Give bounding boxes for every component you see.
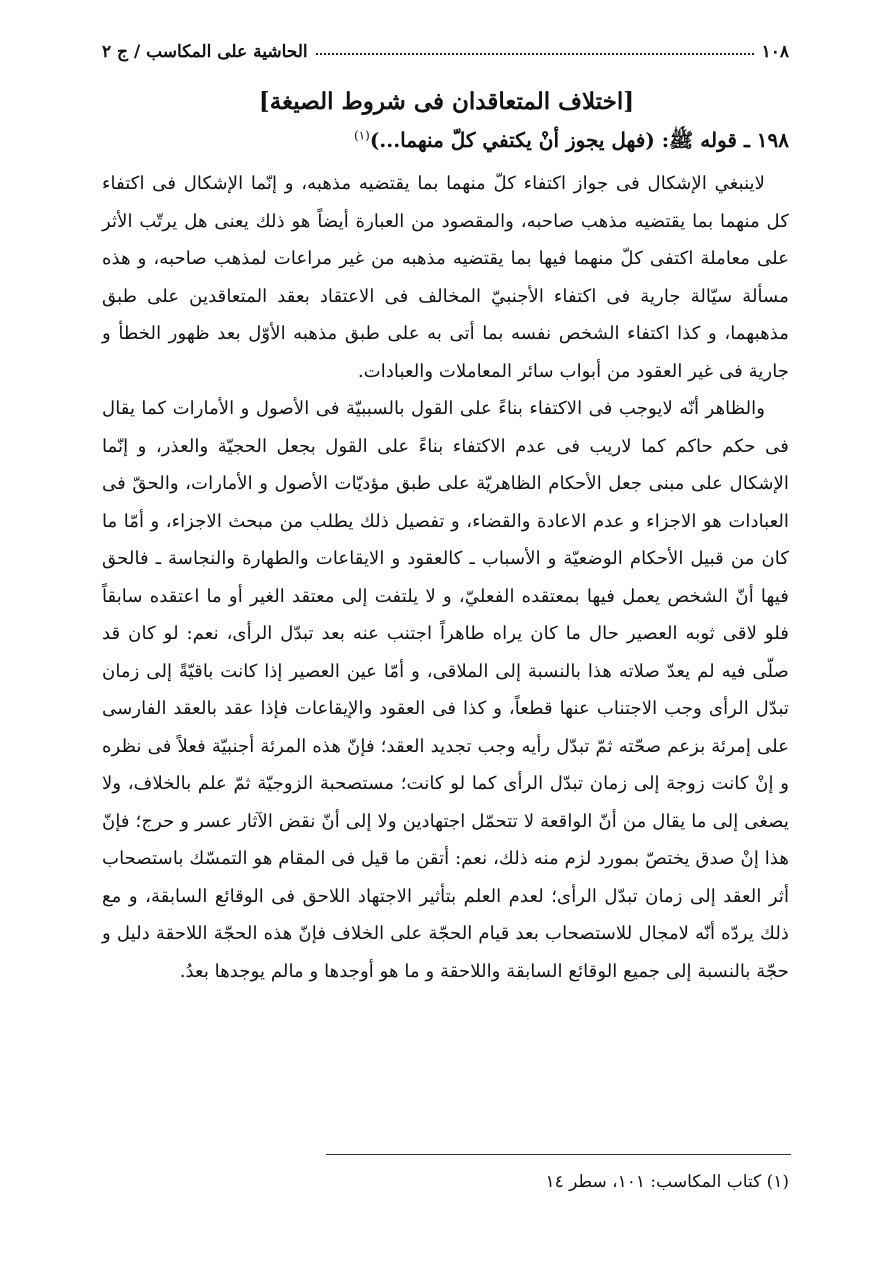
- running-title: الحاشية على المكاسب / ج ٢: [102, 42, 308, 62]
- paragraph: والظاهر أنّه لايوجب فى الاكتفاء بناءً على القول بالسببيّة فى الأصول و الأمارات كما يقال فى حكم حاكم كما لاريب فى عدم الاكتفاء بناءً على القول بجعل الحجيّة والعذر، و إنّما الإشكال على مبنى جعل الأحكام الظاهريّة على طبق مؤديّات الأصول و الأمارات، والحقّ فى العبادات هو الاجزاء و عدم الاعادة والقضاء، و تفصيل ذلك يطلب من مبحث الاجزاء، و أمّا ما كان من قبيل الأحكام الوضعيّة و الأسباب ـ كالعقود و الايقاعات والطهارة والنجاسة ـ فالحق فيها أنّ الشخص يعمل فيها بمعتقده الفعليّ، و لا يلتفت إلى معتقد الغير أو ما اعتقده سابقاً فلو لاقى ثوبه العصير حال ما كان يراه طاهراً اجتنب عنه بعد تبدّل الرأى، نعم: لو كان قد صلّى فيه لم يعدّ صلاته هذا بالنسبة إلى الملاقى، و أمّا عين العصير إذا كانت باقيّةً إلى زمان تبدّل الرأى وجب الاجتناب عنها قطعاً، و كذا فى العقود والإيقاعات فإذا عقد بالعقد الفارسى على إمرئة بزعم صحّته ثمّ تبدّل رأيه وجب تجديد العقد؛ فإنّ هذه المرئة أجنبيّة فعلاً فى نظره و إنْ كانت زوجة إلى زمان تبدّل الرأى كما لو كانت؛ مستصحبة الزوجيّة ثمّ علم بالخلاف، ولا يصغى إلى ما يقال من أنّ الواقعة لا تتحمّل اجتهادين ولا إلى أنّ نقض الآثار عسر و حرج؛ فإنّ هذا إنْ صدق يختصّ بمورد لزم منه ذلك، نعم: أتقن ما قيل فى المقام هو التمسّك باستصحاب أثر العقد إلى زمان تبدّل الرأى؛ لعدم العلم بتأثير الاجتهاد اللاحق فى الوقائع السابقة، و مع ذلك يردّه أنّه لامجال للاستصحاب بعد قيام الحجّة على الخلاف فإنّ هذه الحجّة اللاحقة دليل و حجّة بالنسبة إلى جميع الوقائع السابقة واللاحقة و ما هو أوجدها و مالم يوجدها بعدُ.: [102, 398, 789, 982]
- section-title: [اختلاف المتعاقدان فی شروط الصيغة]: [258, 88, 635, 115]
- paragraph: لاينبغي الإشكال فى جواز اكتفاء كلّ منهما بما يقتضيه مذهبه، و إنّما الإشكال فى اكتفاء كل منهما بما يقتضيه مذهب صاحبه، والمقصود من العبارة أيضاً هو ذلك يعنى هل يرتّب الأثر على معاملة اكتفى كلّ منهما فيها بما يقتضيه مذهبه من غير مراعات لمذهب صاحبه، و هذه مسألة سيّالة جارية فى اكتفاء الأجنبيّ المخالف فى الاعتقاد بعقد المتعاقدين على طبق مذهبهما، و كذا اكتفاء الشخص نفسه بما أتى به على طبق مذهبه الأوّل بعد ظهور الخطأ و جارية فى غير العقود من أبواب سائر المعاملات والعبادات.: [102, 173, 789, 382]
- subheading-text: ١٩٨ ـ قوله ﷺ: (فهل يجوز أنْ يكتفي كلّ منهما...): [369, 128, 789, 152]
- header-dot-leader: [316, 53, 754, 55]
- page-number: ١٠٨: [761, 42, 789, 62]
- subheading: [102, 128, 789, 157]
- footnote-divider: [326, 1154, 791, 1155]
- body-text: [102, 165, 789, 990]
- footnote: (١) كتاب المكاسب: ١٠١، سطر ١٤: [545, 1172, 789, 1192]
- running-header: [102, 30, 789, 62]
- footnote-reference: (١): [353, 128, 370, 143]
